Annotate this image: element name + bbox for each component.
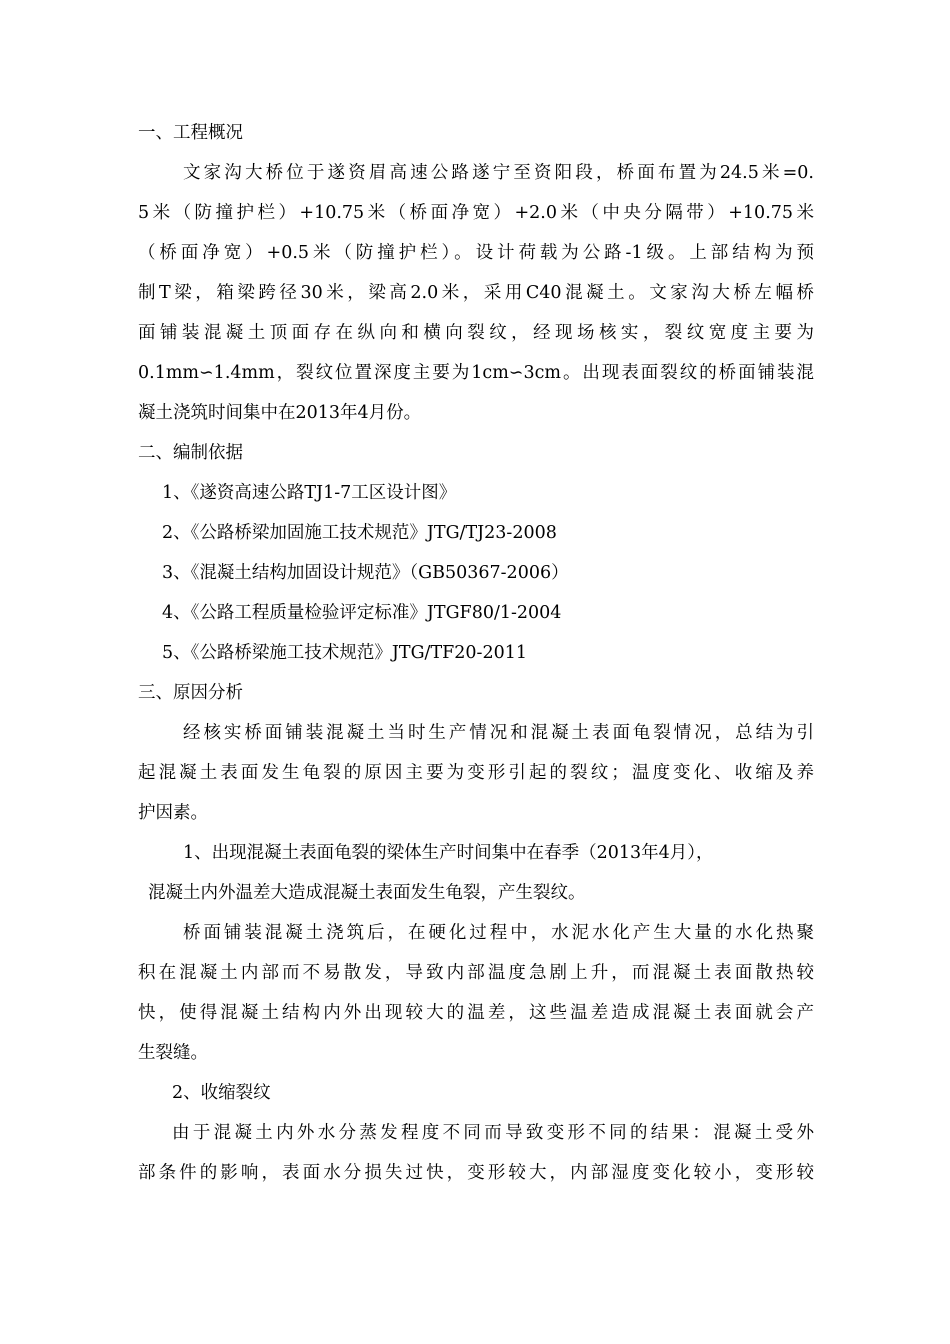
reference-item: 5、《公路桥梁施工技术规范》JTG/TF20-2011 [162,643,527,663]
cause-point-shrinkage: 2、收缩裂纹 [172,1083,271,1103]
section-heading-overview: 一、工程概况 [138,123,243,143]
paragraph-line: 5米（防撞护栏）+10.75米（桥面净宽）+2.0米（中央分隔带）+10.75米 [138,203,814,223]
paragraph-line: 起混凝土表面发生龟裂的原因主要为变形引起的裂纹；温度变化、收缩及养 [138,763,814,783]
section-heading-basis: 二、编制依据 [138,443,243,463]
cause-point-temperature: 1、出现混凝土表面龟裂的梁体生产时间集中在春季（2013年4月）， [183,843,714,863]
paragraph-line: 0.1mm∽1.4mm，裂纹位置深度主要为1cm∽3cm。出现表面裂纹的桥面铺装混 [138,363,814,383]
paragraph-line: 部条件的影响，表面水分损失过快，变形较大，内部湿度变化较小，变形较 [138,1163,814,1183]
paragraph-line: 经核实桥面铺装混凝土当时生产情况和混凝土表面龟裂情况，总结为引 [183,723,814,743]
paragraph-line: 积在混凝土内部而不易散发，导致内部温度急剧上升，而混凝土表面散热较 [138,963,814,983]
section-heading-cause-analysis: 三、原因分析 [138,683,243,703]
paragraph-line: 凝土浇筑时间集中在2013年4月份。 [138,403,422,423]
paragraph-line: 护因素。 [138,803,208,823]
paragraph-line: 桥面铺装混凝土浇筑后，在硬化过程中，水泥水化产生大量的水化热聚 [183,923,814,943]
reference-item: 1、《遂资高速公路TJ1-7工区设计图》 [162,483,457,503]
paragraph-line: 制T梁，箱梁跨径30米，梁高2.0米，采用C40混凝土。文家沟大桥左幅桥 [138,283,814,303]
paragraph-line: 生裂缝。 [138,1043,208,1063]
paragraph-line: 面铺装混凝土顶面存在纵向和横向裂纹，经现场核实，裂纹宽度主要为 [138,323,814,343]
paragraph-line: 由于混凝土内外水分蒸发程度不同而导致变形不同的结果：混凝土受外 [172,1123,814,1143]
reference-item: 4、《公路工程质量检验评定标准》JTGF80/1-2004 [162,603,562,623]
paragraph-line: 文家沟大桥位于遂资眉高速公路遂宁至资阳段，桥面布置为24.5米=0. [183,163,814,183]
paragraph-line: 快，使得混凝土结构内外出现较大的温差，这些温差造成混凝土表面就会产 [138,1003,814,1023]
reference-item: 3、《混凝土结构加固设计规范》（GB50367-2006） [162,563,569,583]
paragraph-line: 混凝土内外温差大造成混凝土表面发生龟裂，产生裂纹。 [148,883,586,903]
reference-item: 2、《公路桥梁加固施工技术规范》JTG/TJ23-2008 [162,523,557,543]
paragraph-line: （桥面净宽）+0.5米（防撞护栏）。设计荷载为公路-1级。上部结构为预 [138,243,814,263]
